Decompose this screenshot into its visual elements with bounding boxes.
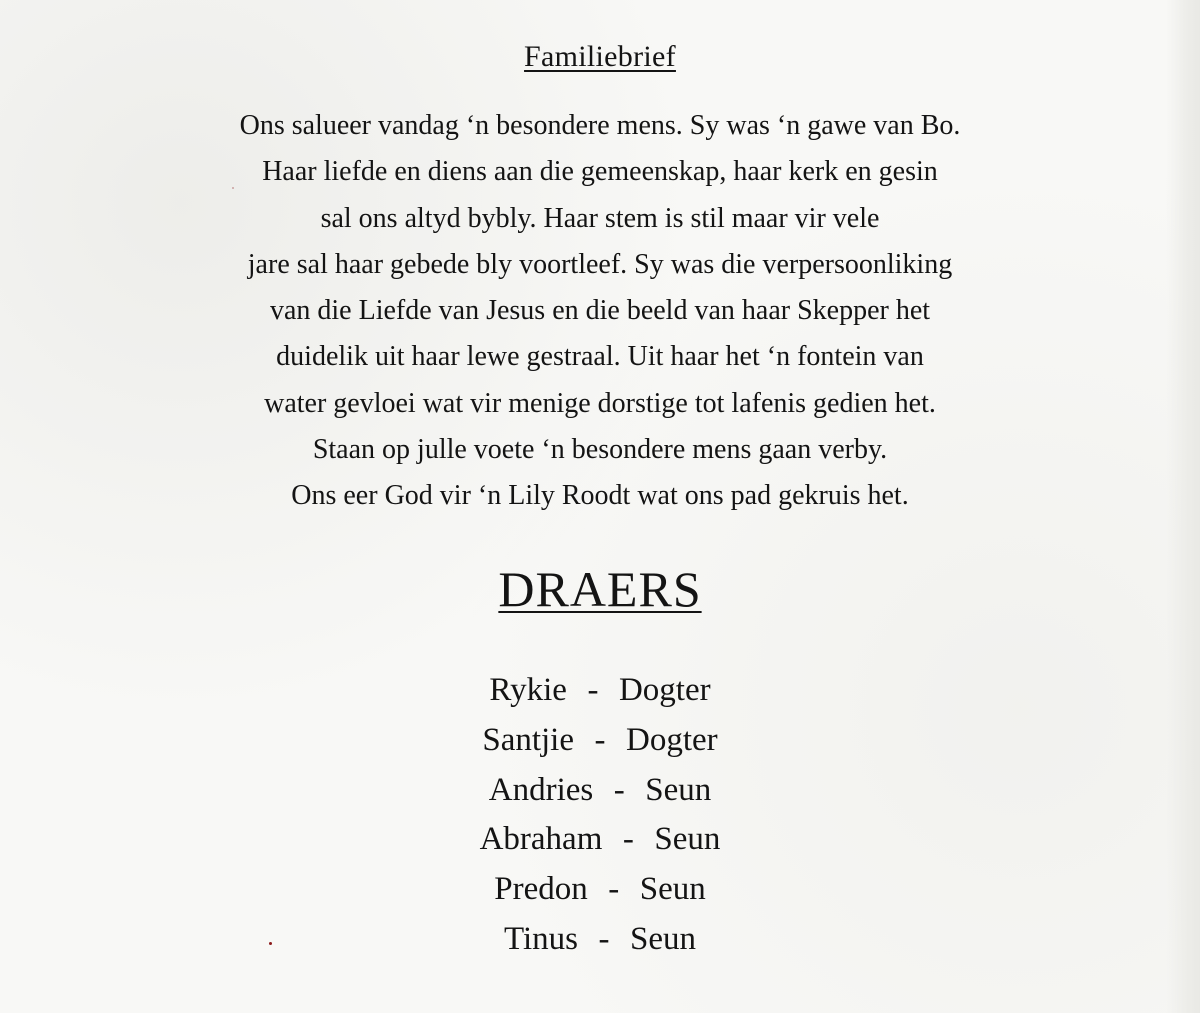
bearers-list [300,666,900,965]
bearer-row [300,666,900,716]
bearer-row [300,716,900,766]
bearer-name: Tinus [503,920,578,957]
bearer-role: Seun [645,771,712,808]
bearer-row [300,865,900,915]
bearer-role: Seun [639,871,706,908]
bearer-separator: - [598,920,610,957]
bearer-separator: - [613,771,625,808]
letter-line: sal ons altyd bybly. Haar stem is stil maar vir vele [320,202,880,234]
letter-line: Staan op julle voete ‘n besondere mens gaan verby. [312,434,888,466]
bearer-name: Rykie [489,672,567,708]
bearer-row [300,766,900,816]
letter-line: Haar liefde en diens aan die gemeenskap, haar kerk en gesin [262,156,938,188]
bearer-separator: - [587,672,599,708]
bearer-separator: - [622,821,634,858]
bearer-row [300,915,900,965]
letter-line: van die Liefde van Jesus en die beeld van haar Skepper het [269,295,931,327]
letter-line: jare sal haar gebede bly voortleef. Sy was die verpersoonliking [247,248,953,280]
bearer-name: Predon [494,871,588,908]
letter-title: Familiebrief [524,40,676,73]
bearer-role: Seun [630,920,696,957]
scan-speck [269,942,272,945]
bearer-name: Santjie [482,721,574,758]
bearer-separator: - [608,871,620,908]
bearers-heading: DRAERS [498,561,702,617]
letter-line: Ons salueer vandag ‘n besondere mens. Sy was ‘n gawe van Bo. [239,110,961,141]
bearer-row [300,815,900,865]
bearer-name: Abraham [479,821,603,858]
scan-speck [232,187,234,189]
bearer-role: Dogter [618,672,711,708]
bearer-separator: - [594,721,606,758]
bearer-role: Dogter [626,721,718,758]
bearer-name: Andries [488,771,594,808]
letter-line: duidelik uit haar lewe gestraal. Uit haar het ‘n fontein van [276,341,924,373]
page-edge-shadow [1166,0,1200,1013]
bearer-role: Seun [654,821,721,858]
letter-line: water gevloei wat vir menige dorstige tot lafenis gedien het. [264,387,936,419]
letter-line: Ons eer God vir ‘n Lily Roodt wat ons pad gekruis het. [291,480,909,512]
family-letter [100,103,1100,520]
